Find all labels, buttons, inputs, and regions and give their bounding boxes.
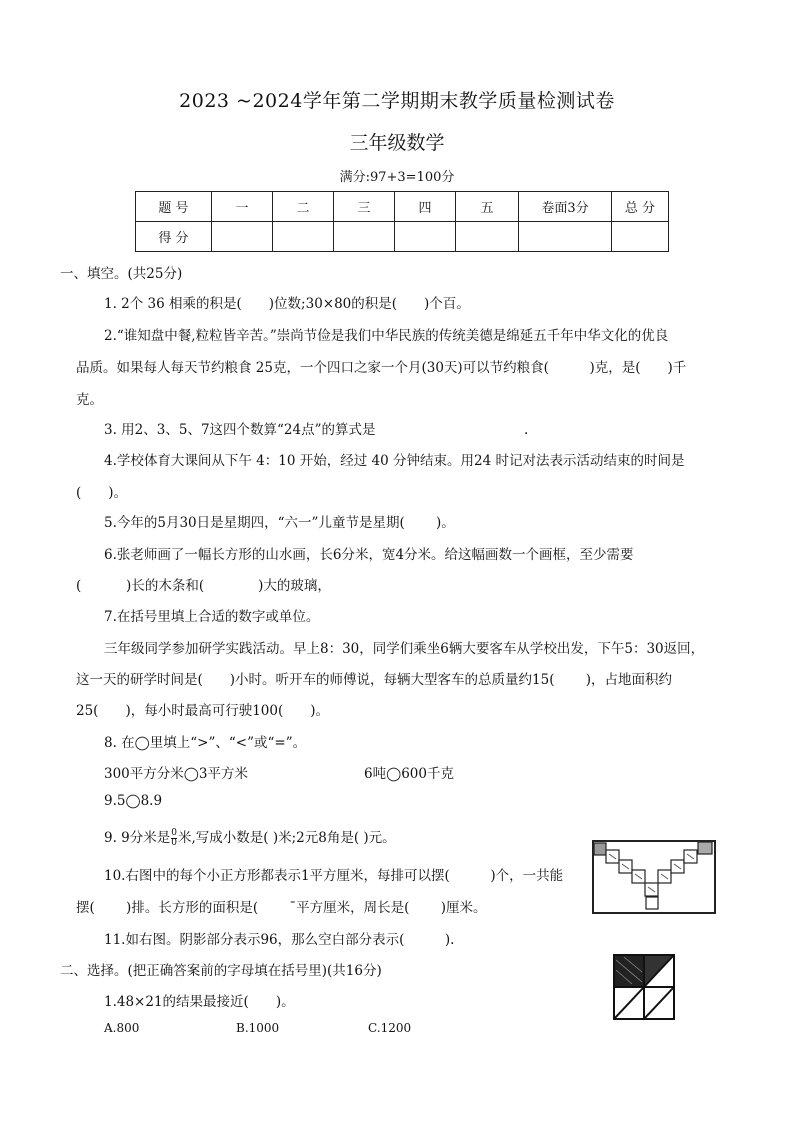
fraction xyxy=(171,829,177,848)
score-input-cell[interactable] xyxy=(334,222,395,252)
question-2-line2: 品质。如果每人每天节约粮食 25克，一个四口之家一个月(30天)可以节约粮食( )克，是( )千 xyxy=(76,360,687,376)
question-8-b: 6吨◯600千克 xyxy=(364,766,454,782)
fraction-denominator: 0 xyxy=(171,838,177,848)
question-8-c: 9.5◯8.9 xyxy=(104,793,163,809)
score-cell-5: 五 xyxy=(456,192,519,222)
question-1: 1. 2个 36 相乘的积是( )位数;30×80的积是( )个百。 xyxy=(104,296,470,312)
score-cell-2: 二 xyxy=(273,192,334,222)
question-7-line2: 这一天的研学时间是( )小时。听开车的师傅说，每辆大型客车的总质量约15( )，占地面积约 xyxy=(76,672,673,688)
score-cell-neatness: 卷面3分 xyxy=(519,192,612,222)
score-row-label: 得 分 xyxy=(136,222,212,252)
option-c: C.1200 xyxy=(368,1021,412,1035)
question-8: 8. 在◯里填上“>”、“<”或“=”。 xyxy=(104,735,307,751)
question-5: 5.今年的5月30日是星期四，“六一”儿童节是星期( )。 xyxy=(104,515,455,531)
question-2-line3: 克。 xyxy=(76,392,103,408)
score-input-cell[interactable] xyxy=(456,222,519,252)
score-input-cell[interactable] xyxy=(212,222,273,252)
score-cell-label: 题 号 xyxy=(136,192,212,222)
score-cell-1: 一 xyxy=(212,192,273,222)
shaded-square-svg xyxy=(612,952,678,1022)
score-cell-total: 总 分 xyxy=(612,192,669,222)
option-b: B.1000 xyxy=(236,1021,280,1035)
question-4-line2: ( )。 xyxy=(76,485,128,501)
rectangle-tile-figure xyxy=(590,838,720,920)
score-table-score-row xyxy=(136,222,669,252)
question-2-line1: 2.“谁知盘中餐,粒粒皆辛苦。”崇尚节俭是我们中华民族的传统美德是绵延五千年中华文化的优良 xyxy=(104,328,669,344)
question-4-line1: 4.学校体育大课间从下午 4：10 开始，经过 40 分钟结束。用24 时记对法表示活动结束的时间是 xyxy=(104,453,685,469)
question-9 xyxy=(104,826,396,848)
score-cell-3: 三 xyxy=(334,192,395,222)
exam-title: 2023 ~2024学年第二学期期末教学质量检测试卷 xyxy=(179,90,615,112)
rectangle-tile-svg xyxy=(590,838,720,916)
section1-title: 一、填空。(共25分) xyxy=(60,266,183,282)
question-6-line2: ( )长的木条和( )大的玻璃， xyxy=(76,578,331,594)
question-10-line2: 摆( )排。长方形的面积是( ˉ平方厘米，周长是( )厘米。 xyxy=(76,900,487,916)
score-table-header-row xyxy=(136,192,669,222)
score-input-cell[interactable] xyxy=(273,222,334,252)
score-input-cell[interactable] xyxy=(395,222,456,252)
option-a: A.800 xyxy=(104,1021,140,1035)
question-9-suffix: 米,写成小数是( )米;2元8角是( )元。 xyxy=(178,830,396,846)
fraction-numerator: 0 xyxy=(171,828,177,838)
question-3: 3. 用2、3、5、7这四个数算“24点”的算式是 . xyxy=(104,422,529,438)
exam-subtitle: 三年级数学 xyxy=(349,132,445,154)
section2-title: 二、选择。(把正确答案前的字母填在括号里)(共16分) xyxy=(60,963,382,979)
section2-question-1: 1.48×21的结果最接近( )。 xyxy=(104,994,295,1010)
score-cell-4: 四 xyxy=(395,192,456,222)
question-7: 7.在括号里填上合适的数字或单位。 xyxy=(104,609,320,625)
question-7-line1: 三年级同学参加研学实践活动。早上8：30，同学们乘坐6辆大要客车从学校出发，下午5：30返回， xyxy=(104,641,705,657)
score-input-cell[interactable] xyxy=(612,222,669,252)
score-table xyxy=(135,191,669,252)
question-6-line1: 6.张老师画了一幅长方形的山水画，长6分米，宽4分米。给这幅画数一个画框，至少需要 xyxy=(104,547,634,563)
question-7-line3: 25( )，每小时最高可行驶100( )。 xyxy=(76,703,330,719)
full-mark: 满分:97+3=100分 xyxy=(339,170,455,185)
question-9-prefix: 9. 9分米是 xyxy=(104,830,171,846)
question-8-a: 300平方分米◯3平方米 xyxy=(104,766,248,782)
shaded-square-figure xyxy=(612,952,678,1026)
question-11: 11.如右图。阴影部分表示96，那么空白部分表示( ). xyxy=(104,932,455,948)
score-input-cell[interactable] xyxy=(519,222,612,252)
question-10-line1: 10.右图中的每个小正方形都表示1平方厘米，每排可以摆( )个，一共能 xyxy=(104,868,564,884)
